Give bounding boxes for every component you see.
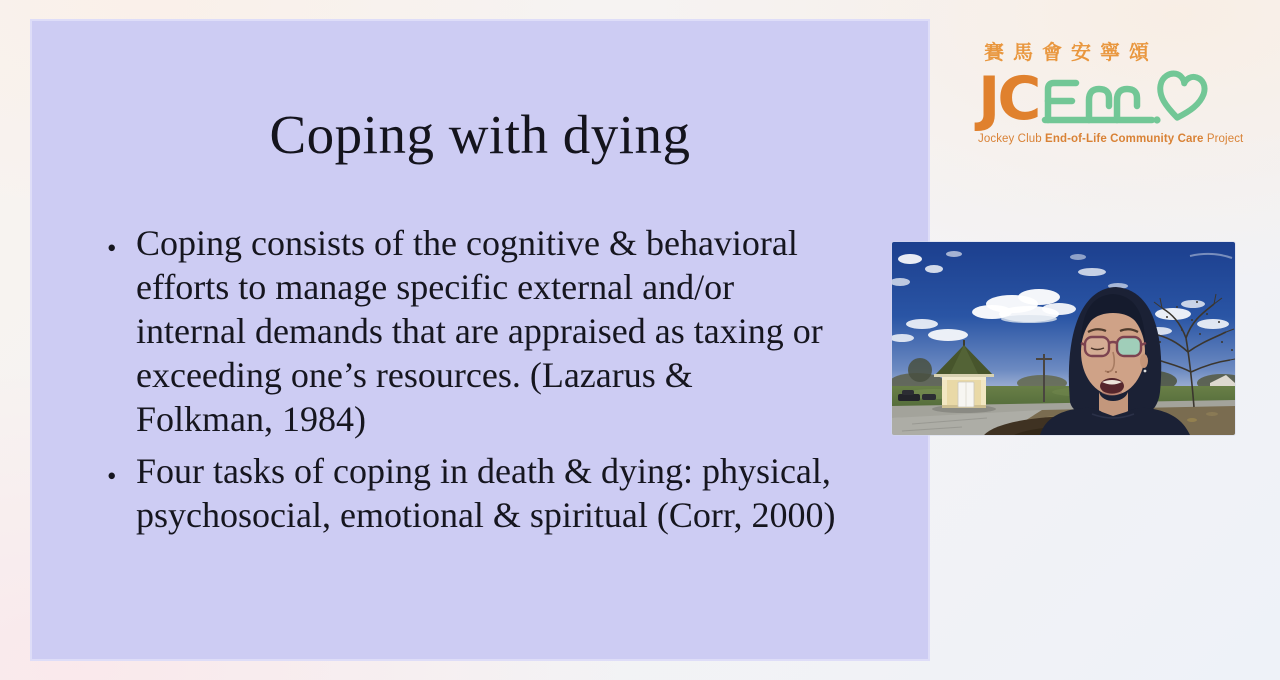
logo-subtitle-bold: End-of-Life Community Care <box>1045 133 1204 145</box>
logo-chinese-title: 賽馬會安寧頌 <box>984 42 1158 64</box>
logo-ecc-heart-icon <box>1040 70 1210 128</box>
earring <box>1144 370 1147 373</box>
bullet-item-coping-definition: • Coping consists of the cognitive & behavioral efforts to manage specific external and/or internal demands that are appraised as taxing or exceeding one’s resources. (Lazarus & Folkman, 1984) <box>136 221 836 441</box>
logo-dot <box>1154 116 1161 123</box>
jcecc-logo <box>978 36 1248 145</box>
slide-title: Coping with dying <box>269 104 691 165</box>
webcam-scene <box>892 242 1235 435</box>
logo-subtitle-suffix: Project <box>1203 133 1244 145</box>
logo-wordmark <box>978 64 1248 134</box>
logo-subtitle-prefix: Jockey Club <box>978 133 1046 145</box>
heart-icon <box>1156 71 1207 121</box>
bullet-list <box>136 221 928 537</box>
logo-jc-text: JC <box>978 64 1039 134</box>
presentation-slide <box>30 19 930 661</box>
speaker-webcam-video <box>892 242 1235 435</box>
bullet-item-four-tasks: • Four tasks of coping in death & dying: physical, psychosocial, emotional & spiritual (Corr, 2000) <box>136 449 836 537</box>
logo-subtitle <box>978 133 1248 145</box>
